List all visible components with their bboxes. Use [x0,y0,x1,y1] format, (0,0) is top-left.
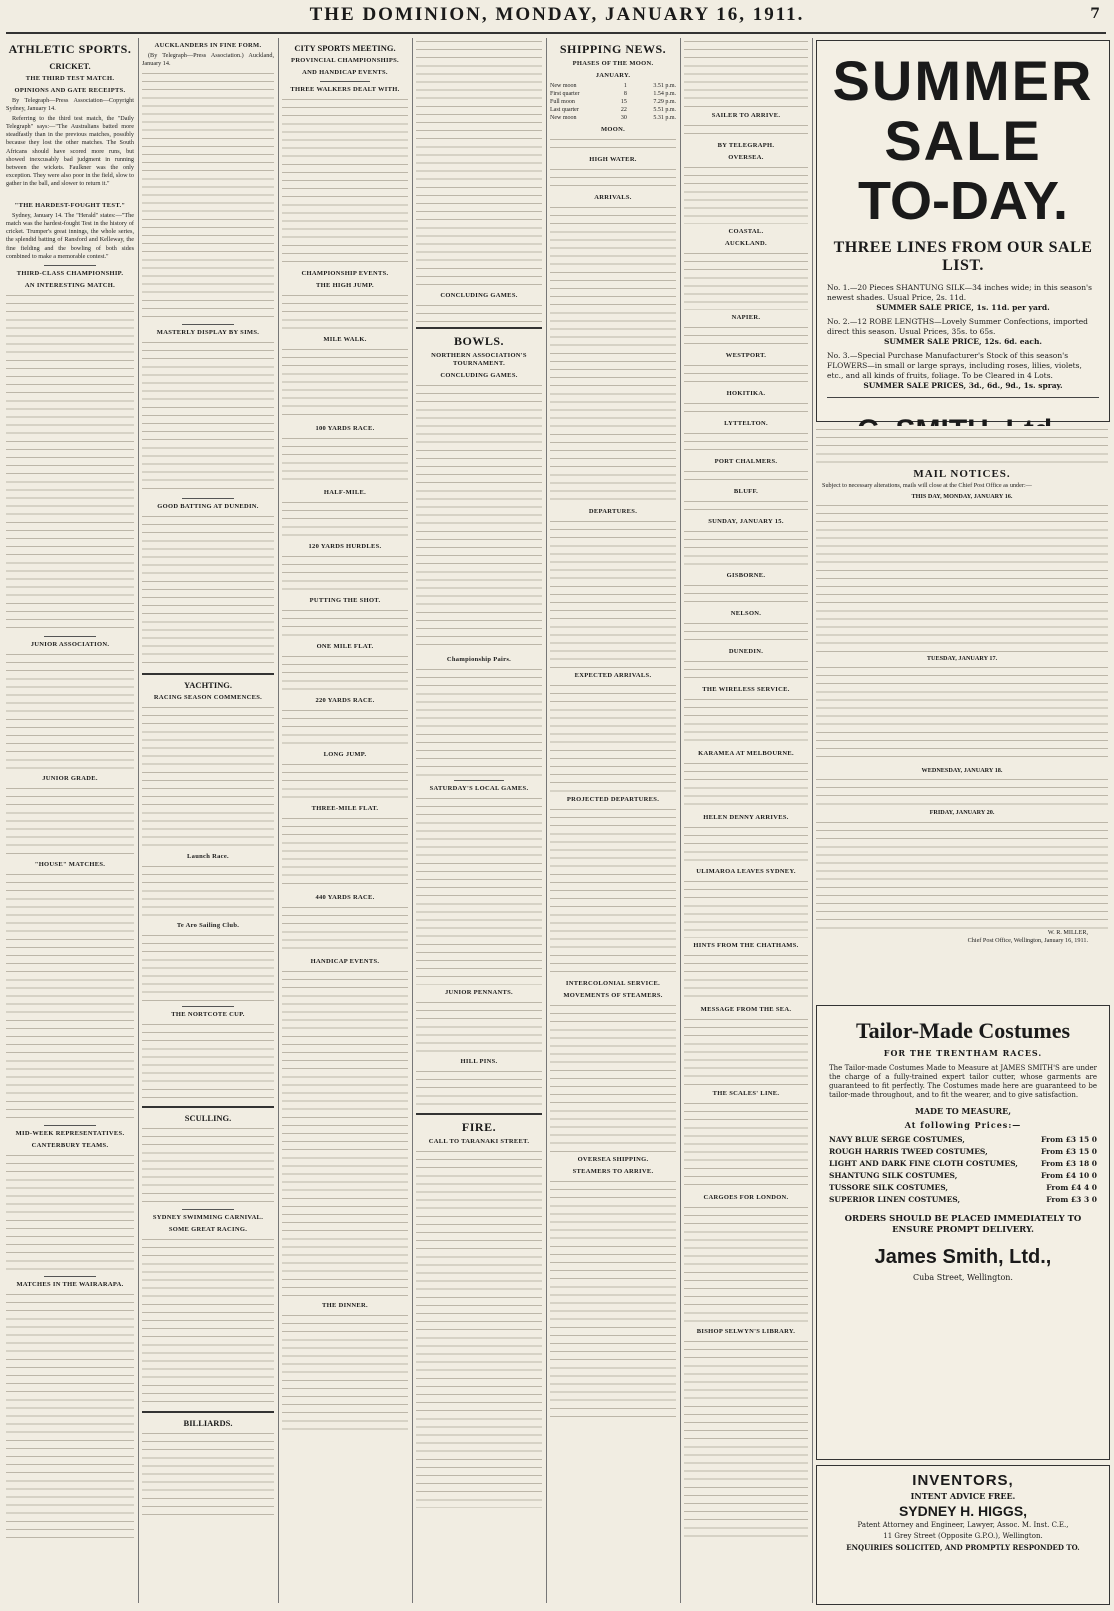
subheading: JANUARY. [595,72,631,79]
costume-price: From £3 15 0 [1040,1147,1097,1156]
article-body-text [142,863,274,918]
costume-price-item [829,1194,1097,1206]
article-body-text [550,682,676,792]
subheading: "THE HARDEST-FOUGHT TEST." [14,202,126,210]
subheading: SATURDAY'S LOCAL GAMES. [429,785,529,792]
divider [142,673,274,675]
costume-name: LIGHT AND DARK FINE CLOTH COSTUMES, [829,1159,1018,1168]
subheading: WESTPORT. [725,352,767,359]
article-body-text [684,400,808,416]
moon-phase-label: New moon [550,83,577,89]
sale-lot [827,317,1099,347]
subheading: NAPIER. [731,314,761,321]
subheading: GOOD BATTING AT DUNEDIN. [157,503,259,511]
article-body-text [684,1100,808,1190]
ad-detail: Patent Attorney and Engineer, Lawyer, Assoc. M. Inst. C.E., [857,1521,1069,1529]
subheading: MOON. [600,126,626,133]
article-paragraph: Sydney, January 14. The "Herald" states:—"The match was the hardest-fought Test in the history of cricket. Trumper's great innings, the whole series, the splendid batting of Ransford and Kelleway, the fine fielding and the bowling of both sides combined to make a memorable contest." [6,212,134,260]
column-rule [412,38,413,1603]
article-body-text [684,824,808,864]
article-body-text [282,96,408,266]
subheading: BY TELEGRAPH. [717,142,775,149]
column-cricket-yachting [142,38,274,1603]
divider [454,780,504,781]
subheading: MASTERLY DISPLAY BY SIMS. [156,329,260,337]
article-body-text [550,204,676,504]
article-body-text [816,664,1108,764]
subheading: SAILER TO ARRIVE. [711,112,781,119]
article-body-text [684,122,808,138]
subheading: HILL PINS. [460,1058,498,1065]
article-body-text [142,1430,274,1520]
subheading: 220 YARDS RACE. [315,697,375,704]
subheading: ARRIVALS. [594,194,632,201]
column-rule [812,38,813,1603]
subheading: MID-WEEK REPRESENTATIVES. [15,1129,125,1137]
article-body-text [550,136,676,152]
column-shipping-telegraph [684,38,808,1603]
ad-detail: 11 Grey Street (Opposite G.P.O.), Wellington. [883,1532,1043,1540]
moon-phase-time: 7.29 p.m. [653,99,676,105]
article-body-text [416,1068,542,1108]
costume-price-item [829,1182,1097,1194]
subheading: CANTERBURY TEAMS. [31,1141,109,1149]
ad-made-to-measure: MADE TO MEASURE, [914,1106,1012,1116]
subheading: THIRD-CLASS CHAMPIONSHIP. [16,269,124,277]
subheading: ULIMAROA LEAVES SYDNEY. [696,868,796,875]
subheading: HOKITIKA. [726,390,766,397]
subheading: OVERSEA. [728,154,764,161]
subheading: LONG JUMP. [323,751,367,758]
costume-name: TUSSORE SILK COSTUMES, [829,1183,949,1192]
moon-phase-label: Last quarter [550,107,579,113]
ad-firm-name: James Smith, Ltd., [874,1246,1052,1268]
subheading: NELSON. [730,610,762,617]
divider [142,1106,274,1108]
subheading: COASTAL. [728,228,764,235]
costume-price-item [829,1146,1097,1158]
subheading: PORT CHALMERS. [714,458,778,465]
subheading: 440 YARDS RACE. [315,894,375,901]
article-body-text [282,761,408,801]
subheading: THE NORTCOTE CUP. [171,1011,245,1019]
article-body-text [816,426,1108,466]
article-body-text [142,1236,274,1406]
article-body-text [142,932,274,1002]
article-paragraph: Subject to necessary alterations, mails will close at the Chief Post Office as under:— [822,482,1032,490]
article-body-text [142,1021,274,1101]
sale-lot-price: SUMMER SALE PRICES, 3d., 6d., 9d., 1s. spray. [863,381,1063,390]
article-body-text [416,302,542,322]
article-body-text [684,696,808,746]
subheading: DEPARTURES. [588,508,638,515]
article-body-text [684,324,808,348]
article-body-text [282,707,408,747]
divider [827,397,1099,398]
article-body-text [684,1338,808,1538]
moon-phase-time: 1.54 p.m. [653,91,676,97]
subheading: HALF-MILE. [323,489,367,496]
subheading: CRICKET. [49,61,91,71]
sale-lot [827,351,1099,391]
ad-subheadline: FOR THE TRENTHAM RACES. [883,1048,1043,1058]
subheading: SYDNEY SWIMMING CARNIVAL. [152,1214,264,1222]
costume-price-item [829,1158,1097,1170]
column-rule [546,38,547,1603]
sale-lot-description: No. 3.—Special Purchase Manufacturer's Stock of this season's FLOWERS—in small or large sprays, including roses, lilies, violets, etc., and all kinds of fruits, foliage. To be Cleared in 4 Lots. [827,351,1082,380]
subheading: THREE WALKERS DEALT WITH. [290,86,400,93]
subheading: JUNIOR ASSOCIATION. [30,640,110,648]
subheading: LYTTELTON. [724,420,768,427]
article-body-text [550,1178,676,1418]
subheading: MILE WALK. [323,336,367,343]
article-body-text [142,339,274,494]
divider [416,327,542,329]
section-heading: FIRE. [461,1120,497,1134]
subheading: BLUFF. [733,488,759,495]
moon-phase-day: 15 [620,99,627,105]
article-body-text [684,1204,808,1324]
article-body-text [282,653,408,693]
divider [182,324,235,325]
subheading: CHAMPIONSHIP EVENTS. [301,270,389,277]
moon-phase-label: First quarter [550,91,580,97]
subheading: MOVEMENTS OF STEAMERS. [563,992,663,999]
moon-phase-time: 5.31 p.m. [653,115,676,121]
article-body-text [6,785,134,857]
moon-phase-day: 8 [623,91,627,97]
section-heading: CITY SPORTS MEETING. [294,43,396,53]
article-body-text [282,553,408,593]
text-filler [6,190,134,198]
ad-firm-name: SYDNEY H. HIGGS, [898,1503,1028,1519]
article-body-text [550,518,676,668]
article-paragraph: Referring to the third test match, the "Daily Telegraph" says:—"The Australians batted more steadfastly than in the previous matches, possibly because they lost the other matches. The South Africans should have scored more runs, but showed inexcusably bad judgment in running between the wickets. Faulkner was the only exception. They were also poor in the field, slow to gather in the ball, and slower to return it." [6,115,134,187]
ad-headline: INVENTORS, [912,1472,1014,1489]
article-body-text [416,1148,542,1508]
mail-day-heading: FRIDAY, JANUARY 20. [929,809,995,817]
moon-phase-day: 30 [620,115,627,121]
subheading: BISHOP SELWYN'S LIBRARY. [696,1328,796,1335]
article-body-text [684,1016,808,1086]
subheading: 100 YARDS RACE. [315,425,375,432]
article-body-text [816,819,1108,929]
column-bowls [416,38,542,1603]
column-shipping-news [550,38,676,1603]
subheading: Te Aro Sailing Club. [176,922,240,930]
article-body-text [550,1002,676,1152]
subheading: CONCLUDING GAMES. [440,292,518,299]
section-heading: ATHLETIC SPORTS. [8,42,132,56]
subheading: CARGOES FOR LONDON. [703,1194,789,1201]
dateline: (By Telegraph—Press Association.) Auckland, January 14. [142,52,274,68]
costume-name: SHANTUNG SILK COSTUMES, [829,1171,958,1180]
moon-phase-label: New moon [550,115,577,121]
mail-day-heading: TUESDAY, JANUARY 17. [926,655,998,663]
mail-signature: W. R. MILLER, [1047,928,1088,936]
article-body-text [816,776,1108,806]
table-row [550,90,676,98]
moon-phase-day: 22 [620,107,627,113]
subheading: HELEN DENNY ARRIVES. [703,814,789,821]
mail-signature-office: Chief Post Office, Wellington, January 16, 1911. [967,936,1088,944]
subheading: SUNDAY, JANUARY 15. [708,518,784,525]
column-city-sports [282,38,408,1603]
subheading: AN INTERESTING MATCH. [24,281,116,289]
article-body-text [550,806,676,976]
article-body-text [416,382,542,652]
moon-phases-table [550,82,676,122]
table-row [550,82,676,90]
subheading: THE DINNER. [322,1302,368,1309]
article-body-text [6,651,134,771]
article-body-text [684,38,808,108]
subheading: HINTS FROM THE CHATHAMS. [693,942,799,949]
sale-lot-price: SUMMER SALE PRICE, 1s. 11d. per yard. [876,303,1050,312]
subheading: HANDICAP EVENTS. [310,958,380,965]
mail-day-heading: THIS DAY, MONDAY, JANUARY 16. [911,493,1013,501]
section-heading: BOWLS. [453,334,504,348]
table-row [550,114,676,122]
article-body-text [282,904,408,954]
article-body-text [684,952,808,1002]
ad-headline: TO-DAY. [857,171,1069,231]
article-body-text [684,528,808,568]
page-number: 7 [1090,6,1100,22]
ad-detail: ENQUIRIES SOLICITED, AND PROMPTLY RESPONDED TO. [846,1543,1080,1552]
column-rule [278,38,279,1603]
section-heading: SHIPPING NEWS. [559,42,667,56]
article-body-text [684,658,808,682]
article-body-text [6,1152,134,1272]
subheading: GISBORNE. [726,572,766,579]
subheading: THREE-MILE FLAT. [311,805,379,812]
subheading: CONCLUDING GAMES. [440,372,518,379]
column-rule [138,38,139,1603]
costume-price: From £3 3 0 [1046,1195,1097,1204]
section-heading: BILLIARDS. [183,1418,233,1429]
costume-price-item [829,1170,1097,1182]
divider [182,498,235,499]
costume-price: From £3 18 0 [1040,1159,1097,1168]
subheading: HIGH WATER. [589,156,637,163]
article-body-text [282,292,408,332]
subheading: DUNEDIN. [728,648,764,655]
table-row [550,98,676,106]
table-row [550,106,676,114]
subheading: AND HANDICAP EVENTS. [302,69,388,76]
divider [182,1209,235,1210]
sale-lot-description: No. 2.—12 ROBE LENGTHS—Lovely Summer Confections, imported direct this season. Usual Prices, 35s. to 65s. [827,317,1088,336]
ad-subheadline: INTENT ADVICE FREE. [910,1491,1016,1501]
article-body-text [6,292,134,632]
subheading: PROJECTED DEPARTURES. [566,796,660,803]
article-body-text [816,502,1108,652]
subheading: ONE MILE FLAT. [316,643,374,650]
section-heading: YACHTING. [183,680,233,691]
ad-subheadline: THREE LINES FROM OUR SALE LIST. [833,239,1093,274]
subheading: NORTHERN ASSOCIATION'S TOURNAMENT. [431,352,527,367]
subheading: AUCKLANDERS IN FINE FORM. [154,42,262,49]
masthead [0,0,1114,34]
column-rule [680,38,681,1603]
sale-lot-description: No. 1.—20 Pieces SHANTUNG SILK—34 inches wide; in this season's newest shades. Usual Price, 2s. 11d. [827,283,1092,302]
article-body-text [684,878,808,938]
article-body-text [684,430,808,454]
subheading: JUNIOR GRADE. [42,774,98,782]
dateline: By Telegraph—Press Association—Copyright Sydney, January 14. [6,97,134,113]
costume-name: NAVY BLUE SERGE COSTUMES, [829,1135,965,1144]
ad-headline: SUMMER SALE [832,49,1094,172]
divider [416,1113,542,1115]
subheading: KARAMEA AT MELBOURNE. [698,750,794,757]
article-body-text [550,166,676,190]
article-body-text [684,164,808,224]
moon-phase-label: Full moon [550,99,575,105]
mail-notices [816,426,1108,1002]
masthead-rule [6,32,1106,34]
divider [44,1125,95,1126]
subheading: STEAMERS TO ARRIVE. [572,1168,654,1175]
subheading: "HOUSE" MATCHES. [34,860,106,868]
article-body-text [684,582,808,606]
subheading: THE THIRD TEST MATCH. [25,75,115,82]
article-body-text [142,704,274,849]
article-body-text [684,498,808,514]
ad-prices-note: At following Prices:— [904,1120,1022,1130]
subheading: THE WIRELESS SERVICE. [702,686,790,693]
article-body-text [684,468,808,484]
moon-phase-time: 5.51 p.m. [653,107,676,113]
article-body-text [282,499,408,539]
article-body-text [282,968,408,1298]
section-heading: MAIL NOTICES. [913,468,1011,480]
subheading: MATCHES IN THE WAIRARAPA. [16,1280,124,1288]
subheading: SOME GREAT RACING. [168,1226,248,1234]
divider [44,1276,95,1277]
subheading: PHASES OF THE MOON. [572,60,654,67]
subheading: AUCKLAND. [725,240,767,247]
subheading: JUNIOR PENNANTS. [444,989,513,996]
article-body-text [142,70,274,320]
sale-lot-price: SUMMER SALE PRICE, 12s. 6d. each. [883,337,1043,346]
subheading: RACING SEASON COMMENCES. [153,694,263,702]
article-body-text [416,38,542,288]
article-body-text [282,346,408,421]
subheading: INTERCOLONIAL SERVICE. [565,980,661,987]
article-body-text [416,999,542,1054]
costume-name: SUPERIOR LINEN COSTUMES, [829,1195,961,1204]
ad-firm-address: Cuba Street, Wellington. [913,1273,1013,1282]
article-body-text [416,795,542,985]
newspaper-title: THE DOMINION, MONDAY, JANUARY 16, 1911. [309,4,805,25]
column-athletic-sports [6,38,134,1603]
subheading: THE SCALES' LINE. [712,1090,780,1097]
subheading: Launch Race. [187,853,229,861]
subheading: 120 YARDS HURDLES. [308,543,382,550]
subheading: CALL TO TARANAKI STREET. [428,1138,530,1145]
subheading: PROVINCIAL CHAMPIONSHIPS. [291,57,399,64]
article-body-text [142,513,274,668]
tailor-costumes-advertisement [816,1005,1110,1460]
subheading: OPINIONS AND GATE RECEIPTS. [14,87,126,94]
mail-day-heading: WEDNESDAY, JANUARY 18. [921,767,1003,775]
article-body-text [684,250,808,310]
costume-price: From £3 15 0 [1040,1135,1097,1144]
article-body-text [282,435,408,485]
divider [44,265,95,266]
moon-phase-time: 3.51 p.m. [653,83,676,89]
subheading: MESSAGE FROM THE SEA. [700,1006,792,1013]
article-body-text [282,815,408,890]
article-body-text [416,666,542,776]
article-body-text [6,1291,134,1541]
subheading: PUTTING THE SHOT. [309,597,381,604]
ad-headline: Tailor-Made Costumes [855,1018,1071,1043]
article-body-text [282,1312,408,1432]
moon-phase-day: 1 [623,83,627,89]
ad-body: The Tailor-made Costumes Made to Measure at JAMES SMITH'S are under the charge of a fully-trained expert tailor cutter, whose garments are guaranteed to fit perfectly. The Costumes made here are guaranteed to be tailor-made throughout, and to fit the wearer, and to give satisfaction. [829,1064,1097,1099]
article-body-text [282,607,408,639]
costume-price: From £4 4 0 [1046,1183,1097,1192]
article-body-text [6,871,134,1121]
divider [182,1006,235,1007]
costume-name: ROUGH HARRIS TWEED COSTUMES, [829,1147,988,1156]
subheading: THE HIGH JUMP. [316,282,374,289]
divider [320,81,370,82]
sale-lot [827,283,1099,313]
inventors-advertisement [816,1465,1110,1605]
article-body-text [142,1125,274,1205]
divider [142,1411,274,1413]
divider [44,636,95,637]
summer-sale-advertisement [816,40,1110,422]
subheading: Championship Pairs. [446,656,512,663]
costume-price-item [829,1134,1097,1146]
article-body-text [684,760,808,810]
subheading: OVERSEA SHIPPING. [577,1156,649,1163]
subheading: EXPECTED ARRIVALS. [574,672,652,679]
ad-orders-note: ORDERS SHOULD BE PLACED IMMEDIATELY TO ENSURE PROMPT DELIVERY. [844,1214,1082,1235]
article-body-text [684,620,808,644]
article-body-text [684,362,808,386]
section-heading: SCULLING. [184,1113,232,1124]
costume-price: From £4 10 0 [1040,1171,1097,1180]
